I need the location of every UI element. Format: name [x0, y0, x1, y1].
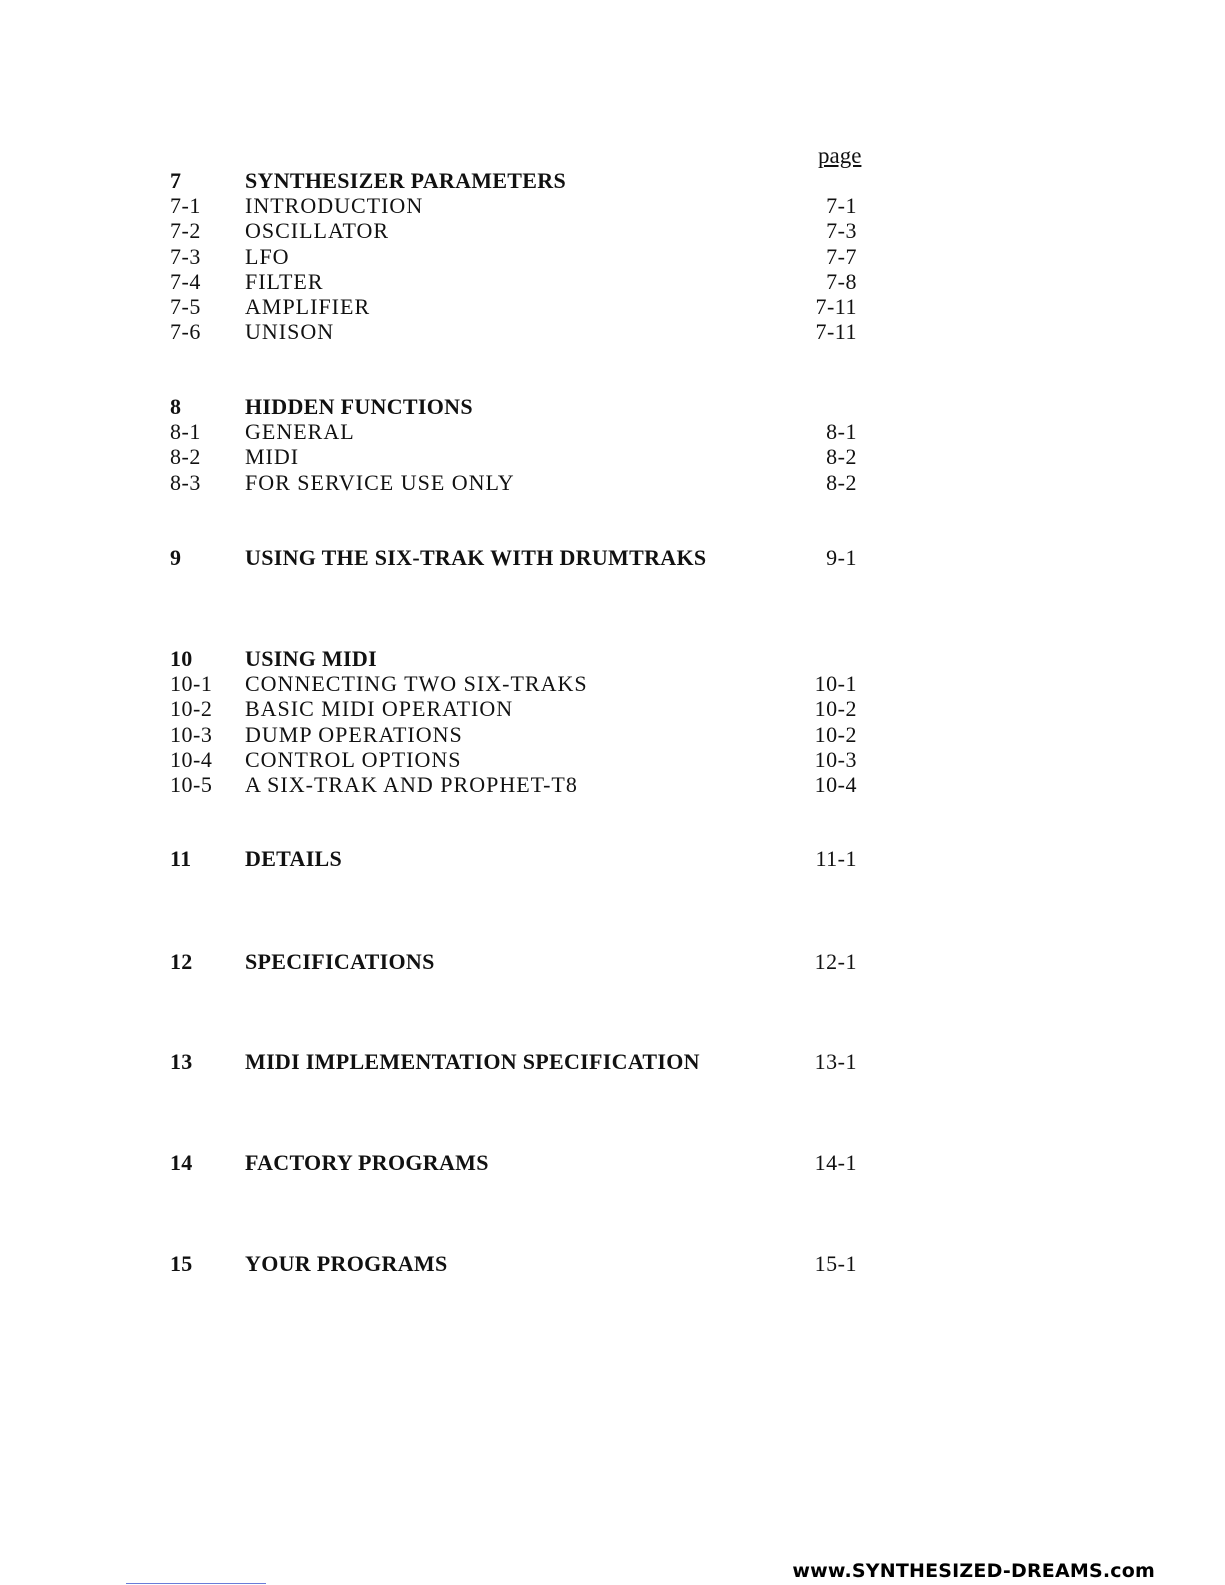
entry-page-number: 8-1 [826, 419, 857, 445]
toc-entry-row [0, 269, 1225, 297]
entry-number: 8-2 [170, 444, 201, 470]
section-page-number: 9-1 [826, 545, 857, 570]
toc-section-row [0, 545, 1225, 573]
toc-section-row [0, 1251, 1225, 1279]
toc-entry-row [0, 218, 1225, 246]
entry-page-number: 7-1 [826, 193, 857, 219]
section-title: FACTORY PROGRAMS [245, 1150, 489, 1175]
entry-page-number: 8-2 [826, 444, 857, 470]
entry-page-number: 10-2 [814, 696, 857, 722]
entry-number: 8-1 [170, 419, 201, 445]
entry-page-number: 7-3 [826, 218, 857, 244]
section-page-number: 12-1 [814, 949, 857, 974]
entry-title: BASIC MIDI OPERATION [245, 696, 514, 722]
section-page-number: 11-1 [815, 846, 857, 871]
toc-entry-row [0, 671, 1225, 699]
section-title: USING THE SIX-TRAK WITH DRUMTRAKS [245, 545, 707, 570]
entry-title: A SIX-TRAK AND PROPHET-T8 [245, 772, 578, 797]
entry-page-number: 7-11 [815, 319, 857, 345]
section-number: 12 [170, 949, 193, 974]
section-title: DETAILS [245, 846, 343, 871]
section-title: HIDDEN FUNCTIONS [245, 394, 473, 419]
section-page-number: 14-1 [814, 1150, 857, 1175]
toc-entry-row [0, 319, 1225, 347]
section-number: 15 [170, 1251, 193, 1276]
toc-section-row [0, 394, 1225, 422]
toc-entry-row [0, 772, 1225, 800]
entry-number: 7-1 [170, 193, 201, 219]
section-title: USING MIDI [245, 646, 377, 671]
entry-number: 10-5 [170, 772, 213, 797]
entry-title: FOR SERVICE USE ONLY [245, 469, 515, 495]
toc-section-row [0, 1049, 1225, 1077]
entry-page-number: 7-7 [826, 243, 857, 269]
entry-page-number: 8-2 [826, 469, 857, 495]
toc-section-row [0, 846, 1225, 874]
entry-number: 10-1 [170, 671, 213, 697]
entry-page-number: 10-3 [814, 746, 857, 772]
entry-number: 7-6 [170, 319, 201, 345]
toc-section-row [0, 949, 1225, 977]
entry-page-number: 10-1 [814, 671, 857, 697]
entry-title: UNISON [245, 319, 335, 345]
section-title: YOUR PROGRAMS [245, 1251, 448, 1276]
toc-section-row [0, 1150, 1225, 1178]
entry-page-number: 7-11 [815, 294, 857, 319]
entry-page-number: 10-4 [814, 772, 857, 797]
entry-number: 10-4 [170, 746, 213, 772]
section-number: 13 [170, 1049, 193, 1074]
entry-number: 10-3 [170, 721, 213, 747]
entry-number: 7-5 [170, 294, 201, 319]
entry-title: AMPLIFIER [245, 294, 371, 319]
scan-edge-line [126, 1583, 266, 1584]
site-watermark: www.SYNTHESIZED-DREAMS.com [792, 1560, 1155, 1582]
toc-entry-row [0, 747, 1225, 775]
section-title: SYNTHESIZER PARAMETERS [245, 168, 566, 193]
toc-section-row [0, 168, 1225, 196]
toc-entry-row [0, 193, 1225, 221]
entry-title: LFO [245, 243, 290, 269]
section-number: 9 [170, 545, 182, 570]
section-number: 14 [170, 1150, 193, 1175]
entry-number: 10-2 [170, 696, 213, 722]
entry-title: CONNECTING TWO SIX-TRAKS [245, 671, 588, 697]
entry-title: FILTER [245, 268, 324, 294]
entry-number: 7-4 [170, 268, 201, 294]
entry-title: OSCILLATOR [245, 218, 390, 244]
entry-title: INTRODUCTION [245, 193, 424, 219]
section-page-number: 15-1 [814, 1251, 857, 1276]
toc-entry-row [0, 419, 1225, 447]
page-column-header: page [818, 143, 862, 168]
entry-title: DUMP OPERATIONS [245, 721, 463, 747]
toc-entry-row [0, 294, 1225, 322]
entry-page-number: 7-8 [826, 268, 857, 294]
entry-title: MIDI [245, 444, 300, 470]
section-page-number: 13-1 [814, 1049, 857, 1074]
entry-number: 7-3 [170, 243, 201, 269]
entry-page-number: 10-2 [814, 721, 857, 747]
toc-entry-row [0, 470, 1225, 498]
section-number: 10 [170, 646, 193, 671]
section-title: MIDI IMPLEMENTATION SPECIFICATION [245, 1049, 700, 1074]
entry-number: 8-3 [170, 469, 201, 495]
section-number: 8 [170, 394, 182, 419]
toc-entry-row [0, 244, 1225, 272]
toc-section-row [0, 646, 1225, 674]
toc-entry-row [0, 696, 1225, 724]
entry-number: 7-2 [170, 218, 201, 244]
entry-title: GENERAL [245, 419, 355, 445]
toc-entry-row [0, 722, 1225, 750]
entry-title: CONTROL OPTIONS [245, 746, 462, 772]
section-title: SPECIFICATIONS [245, 949, 435, 974]
toc-entry-row [0, 444, 1225, 472]
section-number: 7 [170, 168, 182, 193]
section-number: 11 [170, 846, 192, 871]
